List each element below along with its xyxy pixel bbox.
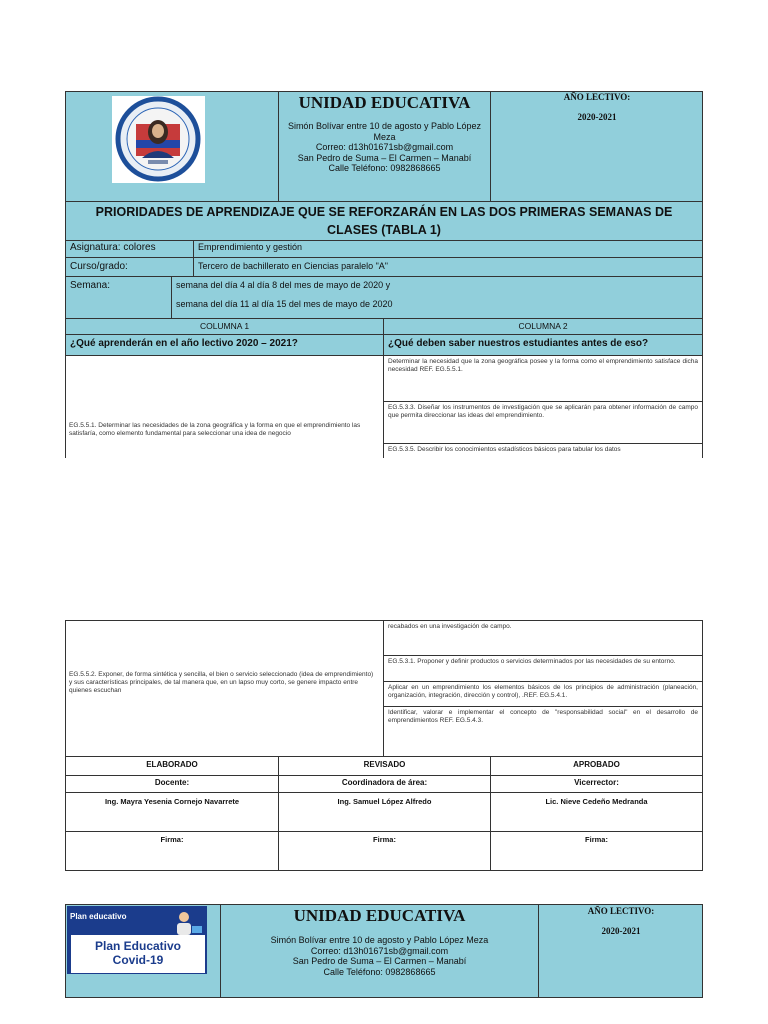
banner-bottom-line-2: Covid-19 — [112, 953, 164, 967]
week-value-1: semana del día 4 al día 8 del mes de mayo de 2020 y — [176, 280, 391, 290]
aprobado-label: APROBADO — [573, 760, 620, 769]
docente-name-cell — [65, 792, 279, 832]
grade-label: Curso/grado: — [70, 261, 128, 272]
banner-bottom — [71, 935, 205, 973]
page2-right-text-3: Identificar, valorar e implementar el concepto de "responsabilidad social" en el desarrollo de emprendimientos REF. EG.5.4.3. — [388, 709, 698, 724]
subject-label: Asignatura: colores — [70, 242, 156, 253]
page2-right-cell-3 — [383, 706, 703, 757]
school-logo — [112, 96, 205, 183]
grade-label-cell — [65, 257, 194, 277]
school-address — [282, 121, 487, 174]
docente-role-cell — [65, 775, 279, 793]
coordinadora-label: Coordinadora de área: — [341, 778, 428, 787]
page1-right-cell-1 — [383, 355, 703, 402]
banner-figure-icon — [162, 908, 206, 938]
firma-label-1: Firma: — [160, 835, 184, 844]
subject-label-cell — [65, 240, 194, 258]
column-2-question-text: ¿Qué deben saber nuestros estudiantes antes de eso? — [388, 338, 649, 349]
column-1-question — [65, 334, 384, 356]
subject-value: Emprendimiento y gestión — [198, 242, 303, 252]
priorities-title-text: PRIORIDADES DE APRENDIZAJE QUE SE REFORZARÁN EN LAS DOS PRIMERAS SEMANAS DE CLASES (TABLA 1) — [95, 205, 673, 237]
address-line-1: Simón Bolívar entre 10 de agosto y Pablo López — [287, 121, 482, 131]
header2-address — [224, 935, 535, 977]
aprobado-header — [490, 756, 703, 776]
grade-value: Tercero de bachillerato en Ciencias paralelo "A" — [198, 261, 388, 271]
firma-label-2: Firma: — [373, 835, 396, 844]
revisado-header — [278, 756, 491, 776]
year-value: 2020-2021 — [577, 112, 617, 122]
docente-name: Ing. Mayra Yesenia Cornejo Navarrete — [104, 797, 240, 806]
page2-right-text-1: EG.5.3.1. Proponer y definir productos o servicios determinados por las necesidades de su entorno. — [388, 658, 676, 665]
vicerrector-label: Vicerrector: — [574, 778, 619, 787]
vicerrector-role-cell — [490, 775, 703, 793]
week-label-cell — [65, 276, 172, 319]
page1-right-text-2: EG.5.3.3. Diseñar los instrumentos de investigación que se aplicarán para obtener información de campo que permita direccionar las ideas del emprendimiento. — [388, 404, 698, 419]
school-location: San Pedro de Suma – El Carmen – Manabí — [297, 152, 472, 163]
firma-cell-2 — [278, 831, 491, 871]
page1-right-text-1: Determinar la necesidad que la zona geográfica posee y la forma como el emprendimiento satisface dicha necesidad REF. EG.5.5.1. — [388, 358, 698, 373]
school-title: UNIDAD EDUCATIVA — [298, 93, 471, 112]
header2-year-label: AÑO LECTIVO: — [587, 906, 655, 916]
banner-bottom-line-1: Plan Educativo — [94, 939, 182, 953]
year-label: AÑO LECTIVO: — [563, 92, 631, 102]
column-1-question-text: ¿Qué aprenderán en el año lectivo 2020 – 2021? — [70, 338, 298, 349]
column-1-header-text: COLUMNA 1 — [199, 321, 250, 331]
revisado-label: REVISADO — [363, 760, 406, 769]
vicerrector-name: Lic. Nieve Cedeño Medranda — [545, 797, 648, 806]
page2-right-text-2: Aplicar en un emprendimiento los elementos básicos de los principios de administración (planeación, organización, integración, dirección y control), .REF. EG.5.4.1. — [388, 684, 698, 699]
grade-value-cell — [193, 257, 703, 277]
page1-left-text: EG.5.5.1. Determinar las necesidades de la zona geográfica y la forma en que el emprendimiento las satisfaría, como elemento fundamental para seleccionar una idea de negocio — [69, 422, 361, 437]
page2-right-cell-2 — [383, 681, 703, 707]
header2-email: Correo: d13h01671sb@gmail.com — [310, 945, 449, 956]
header2-phone: Calle Teléfono: 0982868665 — [323, 966, 436, 977]
banner-top-text: Plan educativo — [70, 912, 127, 921]
column-1-header — [65, 318, 384, 335]
elaborado-label: ELABORADO — [146, 760, 198, 769]
header2-divider-2 — [538, 904, 539, 998]
firma-cell-3 — [490, 831, 703, 871]
header2-school-title: UNIDAD EDUCATIVA — [293, 906, 466, 925]
page1-right-cell-2 — [383, 401, 703, 444]
school-email: Correo: d13h01671sb@gmail.com — [315, 142, 454, 152]
priorities-title — [65, 201, 703, 241]
page1-left-cell — [65, 355, 384, 458]
column-2-header-text: COLUMNA 2 — [518, 321, 568, 331]
page2-right-cell-1 — [383, 655, 703, 682]
page2-right-text-0: recabados en una investigación de campo. — [388, 623, 512, 630]
school-phone: Calle Teléfono: 0982868665 — [328, 163, 441, 173]
header2-location: San Pedro de Suma – El Carmen – Manabí — [292, 956, 467, 966]
header2-year-value: 2020-2021 — [601, 926, 641, 936]
coordinadora-name: Ing. Samuel López Alfredo — [337, 797, 432, 806]
page1-right-text-3: EG.5.3.5. Describir los conocimientos estadísticos básicos para tabular los datos — [388, 446, 621, 453]
firma-label-3: Firma: — [585, 835, 608, 844]
header-divider-2 — [490, 91, 491, 202]
firma-cell-1 — [65, 831, 279, 871]
address-line-2: Meza — [373, 131, 396, 142]
elaborado-header — [65, 756, 279, 776]
page2-left-text: EG.5.5.2. Exponer, de forma sintética y sencilla, el bien o servicio seleccionado (idea de emprendimiento) y sus características principales, de tal manera que, en un lapso muy corto, se genere impacto entre quienes escuchan — [69, 671, 374, 694]
coordinadora-name-cell — [278, 792, 491, 832]
coordinadora-role-cell — [278, 775, 491, 793]
week-value-2: semana del día 11 al día 15 del mes de mayo de 2020 — [176, 299, 393, 309]
column-2-question — [383, 334, 703, 356]
page2-right-cell-0 — [383, 620, 703, 656]
vicerrector-name-cell — [490, 792, 703, 832]
plan-educativo-banner — [67, 906, 207, 974]
header2-address-line-1: Simón Bolívar entre 10 de agosto y Pablo López Meza — [270, 935, 489, 945]
column-2-header — [383, 318, 703, 335]
week-label: Semana: — [70, 280, 111, 291]
subject-value-cell — [193, 240, 703, 258]
week-value-cell — [171, 276, 703, 319]
page1-right-cell-3 — [383, 443, 703, 458]
docente-label: Docente: — [154, 778, 190, 787]
